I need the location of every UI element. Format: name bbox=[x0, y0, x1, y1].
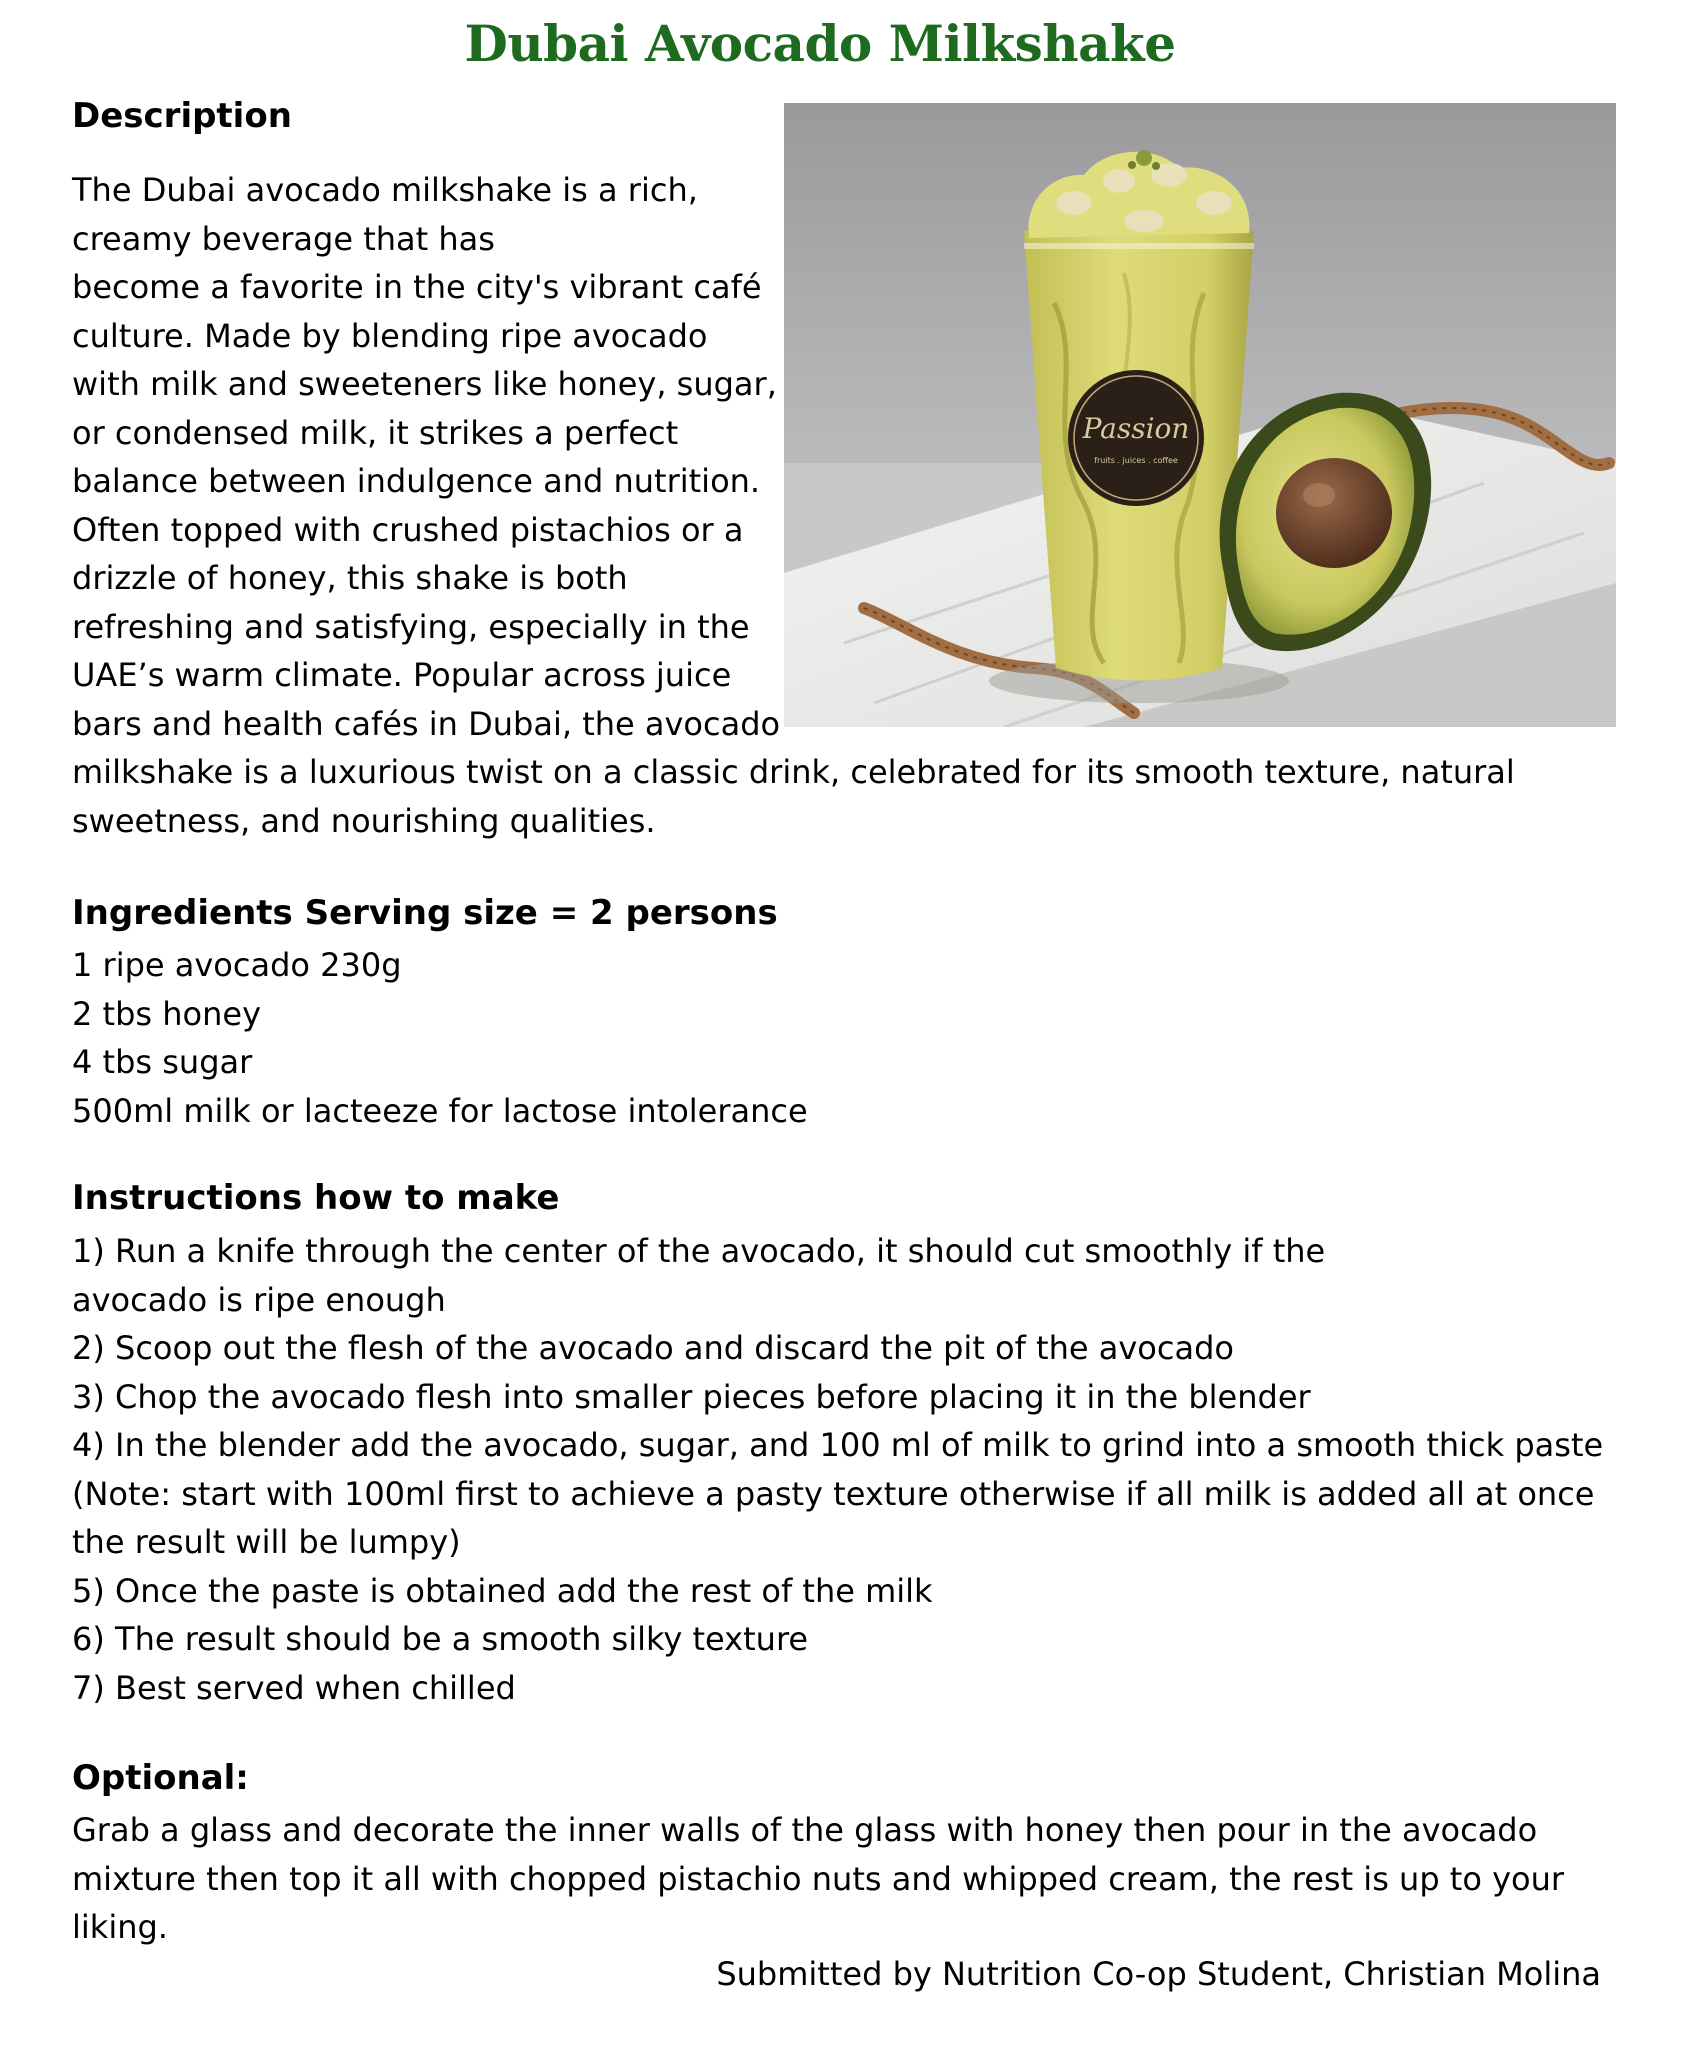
instruction-line: 1) Run a knife through the center of the avocado, it should cut smoothly if the bbox=[72, 1232, 1326, 1270]
submitted-by: Submitted by Nutrition Co-op Student, Christian Molina bbox=[716, 1955, 1601, 1993]
description-line: milkshake is a luxurious twist on a classic drink, celebrated for its smooth texture, natural bbox=[72, 753, 1515, 791]
description-line: Often topped with crushed pistachios or a bbox=[72, 510, 744, 549]
instruction-line: 4) In the blender add the avocado, sugar, and 100 ml of milk to grind into a smooth thick paste bbox=[72, 1426, 1604, 1464]
description-line: UAE’s warm climate. Popular across juice bbox=[72, 656, 732, 694]
description-line: bars and health cafés in Dubai, the avocado bbox=[72, 704, 781, 743]
description-line: or condensed milk, it strikes a perfect bbox=[72, 413, 679, 452]
instruction-line: 3) Chop the avocado flesh into smaller pieces before placing it in the blender bbox=[72, 1377, 1311, 1416]
description-line: The Dubai avocado milkshake is a rich, bbox=[72, 171, 698, 209]
instruction-line: 2) Scoop out the flesh of the avocado and discard the pit of the avocado bbox=[72, 1329, 1234, 1367]
instruction-line: (Note: start with 100ml first to achieve a pasty texture otherwise if all milk is added all at once bbox=[72, 1474, 1595, 1513]
cup-logo-text: Passion bbox=[1082, 412, 1190, 445]
optional-heading: Optional: bbox=[72, 1758, 249, 1798]
ingredient-item: 4 tbs sugar bbox=[72, 1043, 253, 1081]
instruction-line: 6) The result should be a smooth silky texture bbox=[72, 1620, 809, 1658]
milkshake-photo bbox=[784, 103, 1616, 727]
instruction-line: avocado is ripe enough bbox=[72, 1280, 446, 1319]
cup-logo-subtext: fruits . juices . coffee bbox=[1094, 456, 1178, 465]
description-heading: Description bbox=[72, 96, 292, 136]
description-line: creamy beverage that has bbox=[72, 219, 495, 258]
instructions-heading: Instructions how to make bbox=[72, 1178, 560, 1218]
ingredient-item: 2 tbs honey bbox=[72, 994, 261, 1033]
optional-line: liking. bbox=[72, 1908, 168, 1946]
instruction-line: the result will be lumpy) bbox=[72, 1523, 461, 1561]
description-line: sweetness, and nourishing qualities. bbox=[72, 801, 656, 840]
ingredient-item: 1 ripe avocado 230g bbox=[72, 946, 402, 984]
instruction-line: 5) Once the paste is obtained add the rest of the milk bbox=[72, 1571, 933, 1610]
ingredients-list bbox=[72, 941, 808, 1135]
description-line: drizzle of honey, this shake is both bbox=[72, 559, 628, 597]
ingredients-heading: Ingredients Serving size = 2 persons bbox=[72, 893, 778, 933]
optional-line: Grab a glass and decorate the inner walls of the glass with honey then pour in the avocado bbox=[72, 1811, 1538, 1849]
optional-text bbox=[72, 1806, 1564, 1952]
optional-line: mixture then top it all with chopped pistachio nuts and whipped cream, the rest is up to your bbox=[72, 1859, 1565, 1898]
description-line: refreshing and satisfying, especially in the bbox=[72, 607, 750, 646]
description-line: become a favorite in the city's vibrant café bbox=[72, 268, 762, 306]
instruction-line: 7) Best served when chilled bbox=[72, 1668, 516, 1707]
page-title: Dubai Avocado Milkshake bbox=[464, 14, 1176, 73]
description-line: balance between indulgence and nutrition. bbox=[72, 462, 761, 500]
description-line: culture. Made by blending ripe avocado bbox=[72, 316, 708, 355]
description-line: with milk and sweeteners like honey, sugar, bbox=[72, 365, 777, 403]
ingredient-item: 500ml milk or lacteeze for lactose intolerance bbox=[72, 1091, 808, 1130]
instructions-list bbox=[72, 1227, 1603, 1712]
